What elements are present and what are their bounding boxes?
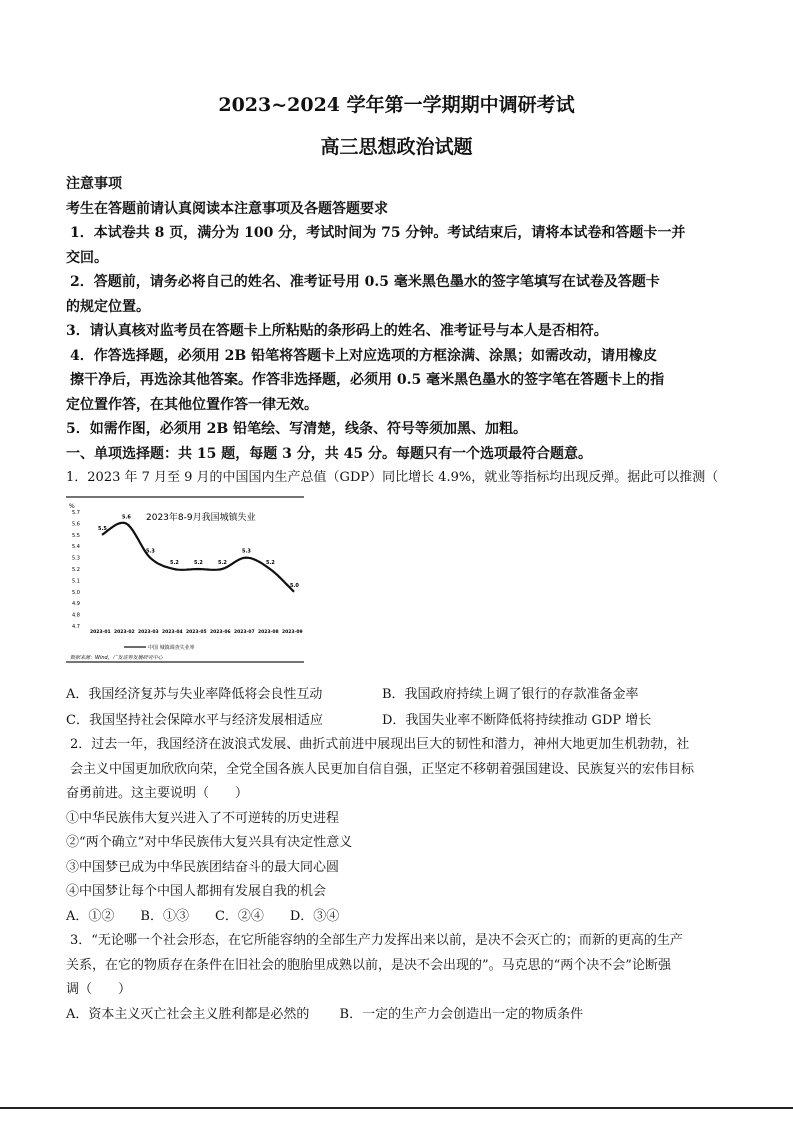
- chart-legend-label: 中国 城镇调查失业率: [148, 645, 195, 651]
- chart-y-tick-label: 5.0: [72, 589, 80, 596]
- chart-y-tick-label: 4.8: [72, 612, 80, 619]
- chart-data-label: 5.2: [170, 560, 179, 566]
- notice-item: 交回。: [66, 249, 108, 266]
- q2-item: ④中国梦让每个中国人都拥有发展自我的机会: [66, 884, 327, 899]
- chart-x-tick-label: 2023-07: [234, 630, 255, 635]
- chart-y-tick-label: 5.2: [72, 567, 80, 573]
- notice-item: 1．本试卷共 8 页，满分为 100 分，考试时间为 75 分钟。考试结束后，请将本试卷和答题卡一并: [70, 225, 686, 241]
- q2-item: ①中华民族伟大复兴进入了不可逆转的历史进程: [66, 810, 340, 826]
- notice-item: 4．作答选择题，必须用 2B 铅笔将答题卡上对应选项的方框涂满、涂黑；如需改动，请用橡皮: [70, 347, 658, 364]
- chart-y-tick-label: 4.7: [72, 624, 80, 630]
- notice-item: 的规定位置。: [66, 298, 150, 315]
- chart-x-tick-label: 2023-01: [90, 630, 111, 635]
- q2-choices[interactable]: A．①② B．①③ C．②④ D．③④: [66, 908, 340, 924]
- chart-data-label: 5.2: [194, 560, 203, 566]
- chart-x-tick-label: 2023-08: [258, 630, 279, 635]
- chart-x-tick-label: 2023-06: [210, 630, 231, 635]
- chart-y-tick-label: 5.7: [72, 510, 80, 516]
- notice-item: 3．请认真核对监考员在答题卡上所粘贴的条形码上的姓名、准考证号与本人是否相符。: [66, 323, 608, 339]
- exam-subtitle: 高三思想政治试题: [320, 136, 473, 158]
- question-2: [66, 733, 740, 929]
- chart-svg: [66, 496, 304, 666]
- chart-x-tick-label: 2023-03: [138, 630, 159, 635]
- chart-series-line: [102, 523, 294, 592]
- q1-option-c[interactable]: C．我国坚持社会保障水平与经济发展相适应: [66, 713, 323, 728]
- q1-option-b[interactable]: B．我国政府持续上调了银行的存款准备金率: [382, 687, 639, 702]
- q2-line: 2．过去一年，我国经济在波浪式发展、曲折式前进中展现出巨大的韧性和潜力，神州大地更加生机勃勃，社: [70, 737, 690, 752]
- exam-title: 2023~2024 学年第一学期期中调研考试: [218, 94, 575, 116]
- page-bottom-rule: [0, 1107, 793, 1109]
- chart-y-ticks: [72, 510, 80, 630]
- chart-x-tick-label: 2023-05: [186, 630, 207, 635]
- q2-item: ②“两个确立”对中华民族伟大复兴具有决定性意义: [66, 835, 353, 850]
- question-1-stem: 1．2023 年 7 月至 9 月的中国国内生产总值（GDP）同比增长 4.9%，就业等指标均出现反弹。据此可以推测（: [66, 470, 719, 485]
- notice-item: 2．答题前，请务必将自己的姓名、准考证号用 0.5 毫米黑色墨水的签字笔填写在试卷及答题卡: [70, 274, 660, 290]
- chart-data-label: 5.0: [290, 582, 299, 589]
- chart-y-tick-label: 5.3: [72, 555, 80, 562]
- q2-line: 会主义中国更加欣欣向荣，全党全国各族人民更加自信自强，正坚定不移朝着强国建设、民族复兴的宏伟目标: [70, 761, 695, 777]
- q1-option-d[interactable]: D．我国失业率不断降低将持续推动 GDP 增长: [382, 713, 652, 728]
- notice-item: 5．如需作图，必须用 2B 铅笔绘、写清楚，线条、符号等须加黑、加粗。: [66, 421, 528, 437]
- chart-x-tick-label: 2023-02: [114, 630, 135, 635]
- question-1-options-row-2: [66, 709, 766, 728]
- q3-options: [66, 1003, 740, 1028]
- chart-y-unit: %: [69, 503, 75, 510]
- chart-data-label: 5.2: [218, 560, 227, 566]
- chart-x-tick-label: 2023-09: [282, 630, 303, 635]
- question-3: [66, 929, 740, 1027]
- question-1-options-row-1: [66, 683, 766, 702]
- unemployment-chart: [66, 496, 304, 666]
- notice-heading: 注意事项: [66, 176, 122, 192]
- chart-y-tick-label: 4.9: [72, 601, 80, 608]
- chart-y-tick-label: 5.1: [72, 578, 80, 585]
- q3-line: 3．“无论哪一个社会形态，在它所能容纳的全部生产力发挥出来以前，是决不会灭亡的；而新的更高的生产: [70, 933, 683, 948]
- chart-data-label: 5.5: [98, 525, 107, 532]
- chart-data-label: 5.3: [146, 548, 155, 555]
- q2-line: 奋勇前进。这主要说明（ ）: [66, 786, 249, 801]
- chart-y-tick-label: 5.6: [72, 521, 80, 528]
- section-heading: 一、单项选择题：共 15 题，每题 3 分，共 45 分。每题只有一个选项最符合题意。: [66, 445, 592, 462]
- q3-option-b[interactable]: B．一定的生产力会创造出一定的物质条件: [339, 1006, 584, 1022]
- chart-y-tick-label: 5.4: [72, 544, 80, 551]
- notice-intro: 考生在答题前请认真阅读本注意事项及各题答题要求: [66, 200, 388, 217]
- q3-line: 关系，在它的物质存在条件在旧社会的胞胎里成熟以前，是决不会出现的”。马克思的“两个决不会”论断强: [66, 957, 671, 973]
- q3-line: 调（ ）: [66, 982, 132, 997]
- chart-x-tick-label: 2023-04: [162, 630, 183, 635]
- q3-option-a[interactable]: A．资本主义灭亡社会主义胜利都是必然的: [66, 1006, 310, 1022]
- chart-data-label: 5.2: [266, 560, 275, 566]
- notice-item: 定位置作答，在其他位置作答一律无效。: [66, 396, 318, 413]
- q2-item: ③中国梦已成为中华民族团结奋斗的最大同心圆: [66, 859, 340, 875]
- chart-data-label: 5.3: [242, 548, 251, 555]
- chart-source: 数据来源：Wind，广发证券发展研究中心: [70, 655, 163, 661]
- q1-option-a[interactable]: A．我国经济复苏与失业率降低将会良性互动: [66, 687, 323, 702]
- notice-item: 擦干净后，再选涂其他答案。作答非选择题，必须用 0.5 毫米黑色墨水的签字笔在答题卡上的指: [70, 372, 665, 388]
- chart-y-tick-label: 5.5: [72, 532, 80, 539]
- notice-block: [66, 172, 738, 491]
- chart-title: 2023年8-9月我国城镇失业: [146, 513, 256, 523]
- chart-x-ticks: [90, 629, 303, 635]
- chart-data-label: 5.6: [122, 514, 131, 521]
